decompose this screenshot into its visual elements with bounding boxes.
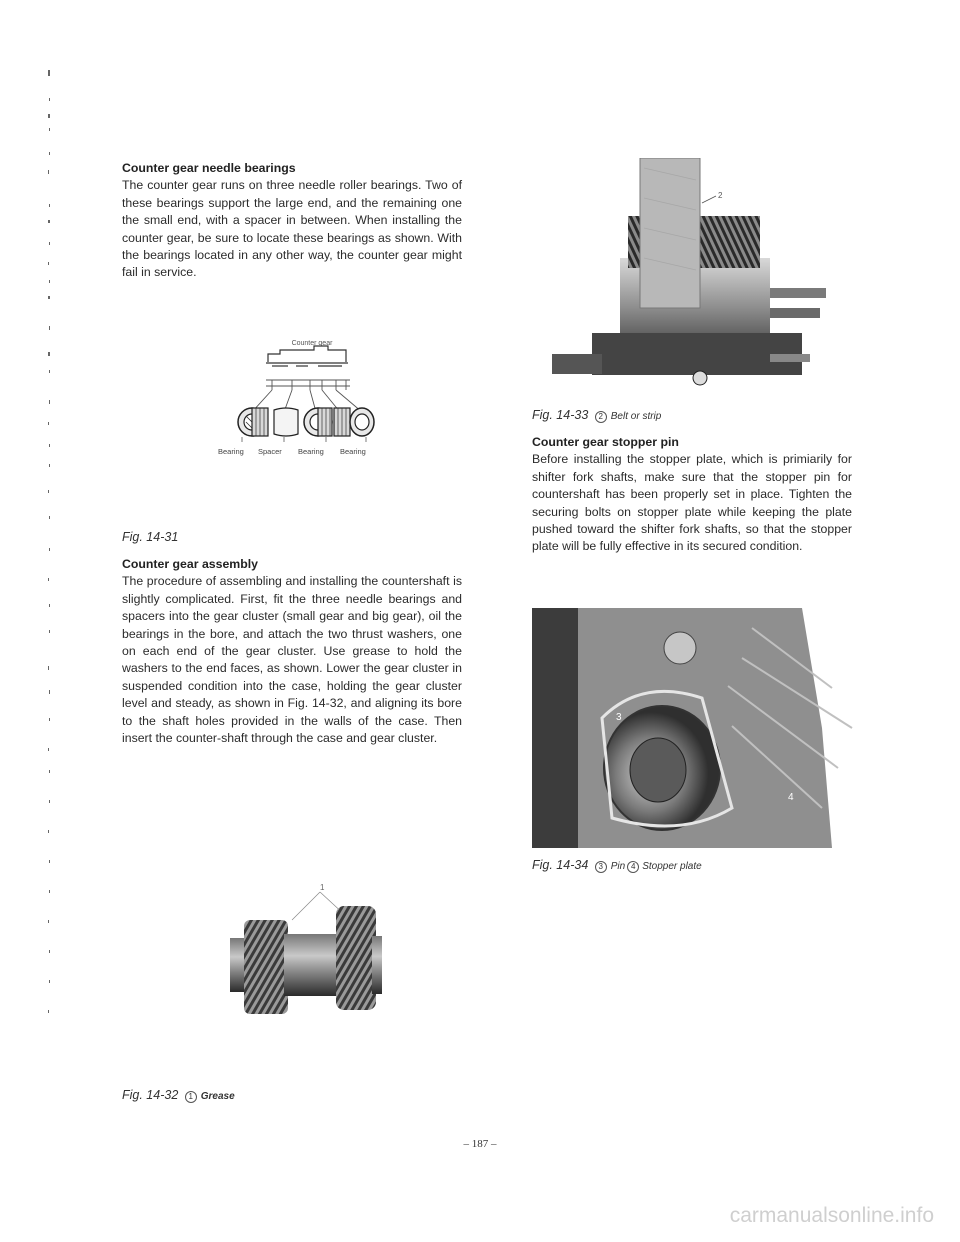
stopper-pin-heading: Counter gear stopper pin [532,435,679,449]
label-spacer: Spacer [258,447,282,456]
callout-grease: 1 [320,883,325,892]
grease-caption: Grease [200,1091,235,1102]
belt-caption: Belt or strip [610,411,662,422]
stopper-plate-caption: Stopper plate [642,861,702,872]
bearing-3 [334,408,374,436]
needle-bearings-heading: Counter gear needle bearings [122,161,296,175]
stopper-plate-photo [532,608,854,848]
gear-profile [266,346,348,366]
fork-shaft-1 [770,288,826,298]
large-gear [336,906,376,1010]
callout-plate: 4 [788,792,794,803]
transmission-case-photo [532,158,834,404]
page-number: – 187 – [463,1138,497,1150]
bearing-1 [238,408,268,436]
assembly-heading: Counter gear assembly [122,557,258,571]
counter-gear-bearing-diagram [222,336,402,450]
marker-2-icon: 2 [595,411,607,423]
splined-shaft [630,738,686,802]
callout-belt: 2 [718,191,723,200]
shaft-end-right [372,936,382,994]
marker-3-icon: 3 [595,861,607,873]
fig-14-31-caption [122,530,178,544]
stopper-pin-body: Before installing the stopper plate, which is primiarily for shifter fork shafts, make sure that the stopper pin for countershaft has been properly set in place. Tighten the securing bolts on stopper plate while keeping the plate pushed toward the shifter fork shafts, so that the stopper plate will be fully effective in its secured condition. [532,452,852,554]
counter-gear-assembly-section [122,556,462,747]
belt-strip [640,158,700,308]
needle-bearings-section [122,160,462,282]
spacer [274,408,298,436]
marker-4-icon: 4 [627,861,639,873]
needle-bearings-body: The counter gear runs on three needle roller bearings. Two of these bearings support the large end, and the remaining one the small end, with a spacer in between. When installing the counter gear, be sure to locate these bearings as shown. With the bearings located in any other way, the counter gear might fail in service. [122,178,462,280]
fig-14-34-caption [532,858,702,873]
label-bearing-1: Bearing [218,447,244,456]
fig-14-31-label: Fig. 14-31 [122,530,179,544]
label-bearing-3: Bearing [340,447,366,456]
fork-shaft-2 [770,308,820,318]
bearing-outline [252,380,362,412]
gear-cluster-photo [222,878,392,1030]
callout-pin: 3 [616,712,622,723]
binding-margin-marks [44,70,58,1030]
fig-14-32-caption [122,1088,235,1103]
fig-14-34-label: Fig. 14-34 [532,858,589,872]
output-shaft [552,354,602,374]
stopper-pin [664,632,696,664]
label-bearing-2: Bearing [298,447,324,456]
watermark: carmanualsonline.info [729,1204,934,1227]
small-gear [244,920,288,1014]
gear-hub [284,934,342,996]
fig-14-33-label: Fig. 14-33 [532,408,589,422]
fig-14-33-caption [532,408,661,423]
case-wall-left [532,608,578,848]
stopper-pin-section [532,434,852,556]
marker-1-icon: 1 [185,1091,197,1103]
fork-shaft-3 [770,354,810,362]
fig-14-32-label: Fig. 14-32 [122,1088,179,1102]
diagram-title: Counter gear [291,340,333,347]
bearing-2 [304,408,332,436]
pin-caption: Pin [610,861,626,872]
assembly-body: The procedure of assembling and installing the countershaft is slightly complicated. First, fit the three needle bearings and spacers into the gear cluster (small gear and big gear), oil the bearings in the bore, and attach the two thrust washers, one on each end of the gear cluster. Use grease to hold the washers to the end faces, as shown. Lower the gear cluster in suspended condition into the case, holding the gear cluster level and steady, as shown in Fig. 14-32, and aligning its bore to the shaft holes provided in the walls of the case. Then insert the counter-shaft through the case and gear cluster. [122,574,462,746]
